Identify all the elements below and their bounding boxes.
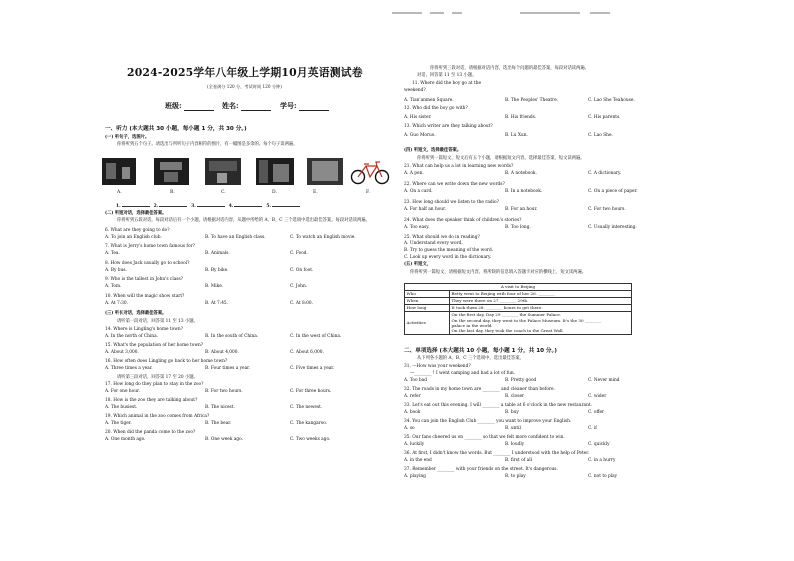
picture-a (102, 158, 136, 185)
option-c: C. Lao She Teahouse. (588, 98, 635, 103)
table-row-header: Activities (405, 311, 450, 334)
question-text: 21. What can help us a lot in learning new words? (404, 164, 514, 169)
option-a: A. Too bad (404, 378, 427, 383)
picture-answer-blanks[interactable]: 1. 2. 3. 4. 5. (116, 202, 301, 209)
question-text: 8. How does Jack usually go to school? (105, 260, 190, 266)
option-b: B. loudly (505, 442, 525, 447)
option-a: A. book (404, 410, 421, 415)
question-text: 24. What does the speaker think of children's stories? (404, 218, 522, 223)
table-row (405, 304, 632, 311)
option-a: A. For half an hour. (404, 207, 447, 212)
option-a: A. The busiest. (105, 405, 138, 410)
option-a: A. The tiger. (105, 421, 132, 426)
picture-e (307, 158, 343, 185)
option-b: B. About 4,000. (205, 350, 239, 355)
option-c: C. A dictionary. (588, 171, 622, 176)
q25-opt-c: C. Look up every word in the dictionary. (404, 255, 492, 260)
table-cell-when[interactable]: They were there on 27 ________ 29th. (450, 297, 632, 304)
id-field[interactable] (280, 101, 329, 111)
question-text: 32. The roads in my home town are ________ and cleaner than before. (404, 387, 555, 392)
option-a: A. Tom. (105, 284, 122, 290)
option-c: C. Usually interesting. (588, 225, 637, 230)
option-b: B. first of all (505, 458, 532, 463)
question-text: 14. Where is Lingling's home town? (105, 327, 183, 332)
question-text: 9. Who is the tallest in John's class? (105, 277, 183, 283)
option-c: C. At 8:00. (290, 300, 314, 306)
q11-text-b: weekend? (404, 88, 426, 93)
picture-c (205, 158, 241, 185)
option-c: C. offer (588, 410, 605, 415)
option-b: B. To have an English class. (205, 235, 266, 240)
option-b: B. Lu Xun. (505, 133, 528, 138)
option-a: A. On a card. (404, 189, 433, 194)
sub4-heading: (四) 听短文，选择最佳答案。 (404, 148, 462, 153)
option-b: B. Four times a year. (205, 366, 251, 371)
option-a: A. Guo Moruo. (404, 133, 436, 138)
option-b: B. His friends. (505, 115, 537, 120)
table-cell-who[interactable]: Betty went to Beijing with four of her 26. ________ (450, 290, 632, 297)
option-b: B. For two hours. (205, 389, 243, 394)
option-a: A. To join an English club. (105, 235, 162, 240)
option-c: C. For two hours. (588, 207, 626, 212)
part1-heading: 一、听力 (本大题共 30 小题，每小题 1 分，共 30 分。) (105, 126, 247, 132)
option-a: A. Tian'anmen Square. (404, 98, 454, 103)
option-a: A. One month ago. (105, 437, 146, 442)
option-b: B. By bike. (205, 267, 229, 273)
activity-line: On the last day, they took the coach to the Great Wall. (451, 327, 564, 333)
option-b: B. The bear. (205, 421, 232, 426)
part1-sub-c: (三) 听长对话，选择最佳答案。 (105, 311, 167, 316)
option-b: B. to play (505, 474, 526, 479)
option-c: C. Five times a year. (290, 366, 335, 371)
option-c: C. Never mind (588, 378, 620, 383)
option-a: A. A pen. (404, 171, 424, 176)
exam-subtitle: (全卷满分 120 分，考试时间 120 分钟) (207, 84, 282, 89)
question-text: 10. When will the magic show start? (105, 293, 185, 299)
option-a: A. Tea. (105, 251, 120, 257)
table-row-header: How long (405, 304, 450, 311)
option-a: A. Three times a year. (105, 366, 153, 371)
part1-sub-c2-desc: 请听第三段对话，回答第 17 至 20 小题。 (117, 375, 198, 380)
pic-label-e: E. (313, 190, 318, 195)
question-text: 15. What's the population of her home town? (105, 343, 204, 348)
option-c: C. Lao She. (588, 133, 613, 138)
question-text: 23. How long should we listen to the radio? (404, 200, 499, 205)
option-c: C. His parents. (588, 115, 621, 120)
q25-opt-b: B. Try to guess the meaning of the word. (404, 248, 494, 253)
option-c: C. in a hurry (588, 458, 616, 463)
table-row-header: Who (405, 290, 450, 297)
table-row-header: When (405, 297, 450, 304)
option-b: B. In a notebook. (505, 189, 543, 194)
q11-text: 11. Where did the boy go at the (412, 81, 482, 86)
scan-edge-marks (0, 0, 794, 18)
q12-text: 12. Who did the boy go with? (404, 106, 468, 111)
question-text: 7. What is Jerry's home town famous for? (105, 244, 195, 250)
part1-sub-a: (一) 听句子，选图片。 (105, 135, 150, 140)
part2-desc: 从下列各小题的 A、B、C 三个选项中，选出最佳答案。 (417, 356, 524, 361)
table-cell-activities[interactable] (450, 311, 632, 334)
question-text: 37. Remember ________ with your friends on the street. It's dangerous. (404, 467, 558, 472)
question-text: 36. At first, I didn't know the words. But ________ I understood with the help of Peter. (404, 451, 590, 456)
option-a: A. His sister. (404, 115, 432, 120)
question-text: 6. What are they going to do? (105, 228, 170, 233)
question-text: 31. —How was your weekend? (404, 364, 471, 369)
option-b: B. For an hour. (505, 207, 538, 212)
option-b: B. The nicest. (205, 405, 235, 410)
option-c: C. John. (290, 284, 308, 290)
question-text: 35. Our fans cheered us on ________ so that we felt more confident to win. (404, 435, 565, 440)
right-intro-2: 对话，回答第 11 至 13 小题。 (417, 73, 477, 78)
option-b: B. One week ago. (205, 437, 244, 442)
question-text: 16. How often does Lingling go back to her home town? (105, 359, 228, 364)
sub5-heading: (五) 听短文， (404, 262, 432, 267)
option-a: A. At 7:30. (105, 300, 128, 306)
class-label: 班级: (165, 101, 182, 110)
option-b: B. At 7:45. (205, 300, 229, 306)
option-c: C. not to play (588, 474, 618, 479)
option-b: B. until (505, 426, 521, 431)
option-a: A. in the end (404, 458, 432, 463)
option-a: A. Too easy. (404, 225, 430, 230)
option-b: B. Too long. (505, 225, 531, 230)
option-b: B. The Peoples' Theatre. (505, 98, 559, 103)
question-text: 20. When did the panda come to the zoo? (105, 430, 196, 435)
table-title: A visit to Beijing (405, 284, 632, 291)
option-a: A. playing (404, 474, 426, 479)
option-c: C. In the west of China. (290, 334, 342, 339)
part1-sub-b-desc: 你将听到五段对话。每段对话后有一个小题，请根据对话内容，从题中所给的 A、B、C 三个选项中选出最佳答案。每段对话读两遍。 (117, 218, 370, 223)
option-c: C. wider (588, 394, 607, 399)
question-text: 33. Let's eat out this evening. I will ________ a table at 6 o'clock in the new restaurant. (404, 403, 592, 408)
option-c: C. if (588, 426, 597, 431)
exam-title: 2024-2025学年八年级上学期10月英语测试卷 (127, 66, 363, 79)
option-c: C. quickly (588, 442, 610, 447)
option-b: B. Mike. (205, 284, 224, 290)
option-b: B. Pretty good (505, 378, 537, 383)
pic-label-d: D. (272, 190, 277, 195)
part2-heading: 二、单项选择 (本大题共 10 小题，每小题 1 分，共 10 分。) (404, 348, 557, 354)
question-text: 34. You can join the English Club ________ you want to improve your English. (404, 419, 572, 424)
name-field[interactable] (222, 101, 271, 111)
option-c: C. The kangaroo. (290, 421, 328, 426)
option-b: B. closer (505, 394, 525, 399)
option-c: C. On a piece of paper. (588, 189, 638, 194)
option-b: B. buy (505, 410, 519, 415)
option-c: C. To watch an English movie. (290, 235, 356, 240)
option-c: C. About 6,000. (290, 350, 324, 355)
pic-label-b: B. (170, 190, 175, 195)
option-c: C. Food. (290, 251, 308, 257)
option-a: A. By bus. (105, 267, 127, 273)
bicycle-icon (350, 158, 390, 186)
part1-sub-b: (二) 听短对话，选择最佳答案。 (105, 211, 167, 216)
option-a: A. so (404, 426, 415, 431)
question-text: 17. How long do they plan to stay in the zoo? (105, 382, 204, 387)
option-b: B. A notebook. (505, 171, 537, 176)
option-a: A. refer (404, 394, 421, 399)
table-row (405, 290, 632, 297)
option-c: C. Two weeks ago. (290, 437, 331, 442)
activity-line: On the second day, they went to the Palace Museum. It's the 30 ________ (451, 317, 602, 323)
option-a: A. For one hour. (105, 389, 140, 394)
id-label: 学号: (280, 101, 297, 110)
name-label: 姓名: (222, 101, 239, 110)
table-row (405, 311, 632, 334)
option-c: C. The newest. (290, 405, 323, 410)
part1-sub-a-desc: 你将听到五个句子。请选出与所听句子内容相符的图片，有一幅图是多余的。每个句子读两遍。 (117, 142, 298, 147)
q25-opt-a: A. Understand every word. (404, 241, 463, 246)
table-row (405, 297, 632, 304)
part1-sub-c-desc: 请听第一段对话，回答第 11 至 13 小题。 (117, 319, 198, 324)
picture-d (256, 158, 294, 185)
pic-label-f: F. (366, 190, 370, 195)
option-b: B. Animals. (205, 251, 230, 257)
q25-text: 25. What should we do in reading? (404, 235, 480, 240)
option-c: C. For three hours. (290, 389, 332, 394)
question-text: 22. Where can we write down the new words? (404, 182, 505, 187)
sub5-desc: 你将听到一篇短文，请根据短文内容，将所缺的信息填入答题卡对应的横线上，短文读两遍。 (410, 270, 587, 275)
question-text: 19. Which animal in the zoo comes from Africa? (105, 414, 210, 419)
class-field[interactable] (165, 101, 214, 111)
question-text-cont: —________ ! I went camping and had a lot of fun. (410, 371, 516, 376)
table-cell-how-long[interactable]: It took them 28. ________ hours to get there. (450, 304, 632, 311)
option-c: C. On foot. (290, 267, 314, 273)
activity-line: On the first day, Day 29 ________ the Summer Palace. (451, 312, 562, 318)
pic-label-a: A. (117, 190, 122, 195)
option-a: A. luckily (404, 442, 425, 447)
sub4-desc: 你将听到一篇短文，短文后有五个小题，请根据短文内容，选择最佳答案，短文读两遍。 (417, 156, 585, 161)
picture-row (102, 158, 392, 190)
q13-text: 13. Which writer are they talking about? (404, 124, 493, 129)
pic-label-c: C. (221, 190, 226, 195)
right-intro-1: 你将听到三段对话，请根据对话内容，选出每个问题的最佳答案，每段对话读两遍。 (430, 66, 589, 71)
option-a: A. About 3,000. (105, 350, 139, 355)
picture-b (154, 158, 189, 185)
question-text: 18. How is the zoo they are talking about? (105, 398, 198, 403)
option-a: A. In the north of China. (105, 334, 159, 339)
option-b: B. In the south of China. (205, 334, 259, 339)
visit-info-table (404, 283, 632, 335)
activity-line: palace in the world. (451, 322, 493, 328)
